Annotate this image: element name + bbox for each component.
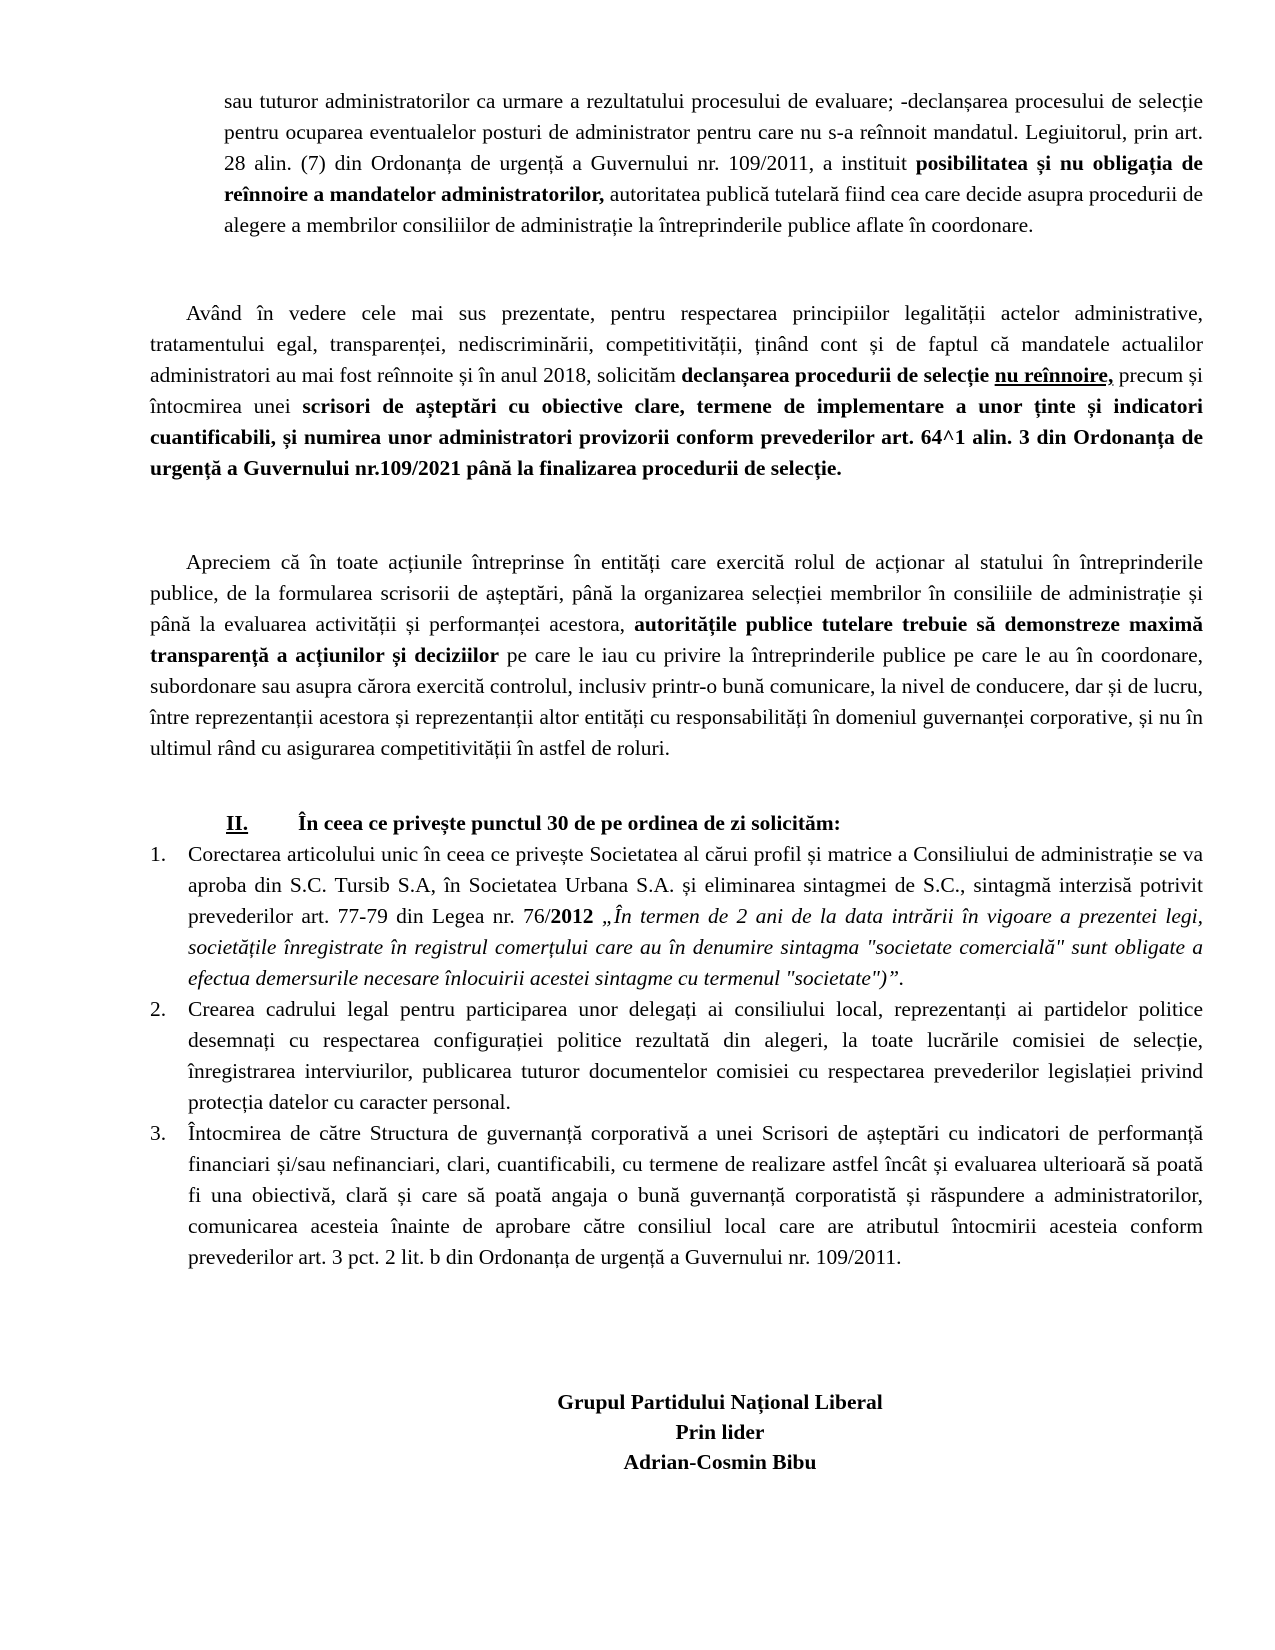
- list-item: [150, 1118, 1203, 1273]
- list-item-text: Crearea cadrului legal pentru participarea unor delegați ai consiliului local, reprezentanți ai partidelor politice desemnați cu respectarea configurației politice rezultată din alegeri, la toate lucrările comisiei de selecție, înregistrarea interviurilor, publicarea tuturor documentelor comisiei cu respectarea prevederilor legislației privind protecția datelor cu caracter personal.: [188, 997, 1203, 1114]
- signature-block: [400, 1387, 1040, 1477]
- signature-name: Adrian-Cosmin Bibu: [623, 1450, 817, 1474]
- underlined-text: nu reînnoire,: [994, 363, 1114, 387]
- signature-group: Grupul Partidului Național Liberal: [557, 1390, 883, 1414]
- signature-role: Prin lider: [675, 1420, 765, 1444]
- list-item-quote: „În termen de 2 ani de la data intrării în vigoare a prezentei legi, societățile înregistrate în registrul comerțului care au în denumire sintagma "societate comercială" sunt obligate a efectua demersurile necesare înlocuirii acestei sintagme cu termenul "societate")”.: [188, 904, 1203, 990]
- paragraph-bold-underlined: [995, 363, 1114, 387]
- paragraph-continuation: [224, 86, 1203, 241]
- paragraph-request: [150, 298, 1203, 484]
- section-number: II.: [226, 811, 249, 835]
- list-item-bold-text: 2012: [550, 904, 594, 928]
- paragraph-bold-text: autoritățile publice tutelare trebuie să demonstreze maximă transparență a acțiunilor și deciziilor: [150, 612, 1203, 667]
- section-heading: [226, 808, 841, 839]
- list-item: [150, 839, 1203, 994]
- list-item-text: Corectarea articolului unic în ceea ce privește Societatea al cărui profil și matrice a Consiliului de administrație se va aproba din S.C. Tursib S.A, în Societatea Urbana S.A. și eliminarea sintagmei de S.C., sintagmă interzisă potrivit prevederilor art. 77-79 din Legea nr. 76/: [188, 842, 1203, 928]
- list-marker: 3.: [150, 1121, 167, 1145]
- paragraph-text: autoritatea publică tutelară fiind cea care decide asupra procedurii de alegere a membrilor consiliilor de administrație la întreprinderile publice aflate în coordonare.: [224, 182, 1203, 237]
- paragraph-bold-text: scrisori de așteptări cu obiective clare, termene de implementare a unor ținte și indicatori cuantificabili, și numirea unor administratori provizorii conform prevederilor art. 64^1 alin. 3 din Ordonanța de urgență a Guvernului nr.109/2021 până la finalizarea procedurii de selecție.: [150, 394, 1203, 480]
- paragraph-text: Apreciem că în toate acțiunile întreprinse în entități care exercită rolul de acționar al statului în întreprinderile publice, de la formularea scrisorii de așteptări, până la organizarea selecției membrilor în consiliile de administrație și până la evaluarea activității și performanței acestora,: [150, 550, 1203, 636]
- list-item-text: Întocmirea de către Structura de guvernanță corporativă a unei Scrisori de așteptări cu indicatori de performanță financiari și/sau nefinanciari, clari, cuantificabili, cu termene de realizare astfel încât și evaluarea ulterioară să poată fi una obiectivă, clară și care să poată angaja o bună guvernanță corporatistă și răspundere a administratorilor, comunicarea acesteia înainte de aprobare către consiliul local care are atributul întocmirii acesteia conform prevederilor art. 3 pct. 2 lit. b din Ordonanța de urgență a Guvernului nr. 109/2011.: [188, 1121, 1203, 1269]
- paragraph-bold-text: declanșarea procedurii de selecție: [681, 363, 995, 387]
- paragraph-text: pe care le iau cu privire la întreprinderile publice pe care le au în coordonare, subordonare sau asupra cărora exercită controlul, inclusiv printr-o bună comunicare, la nivel de conducere, dar și de lucru, între reprezentanții acestora și reprezentanții altor entități cu responsabilități în domeniul guvernanței corporative, și nu în ultimul rând cu asigurarea competitivității în astfel de roluri.: [150, 643, 1203, 760]
- paragraph-text: precum și întocmirea unei: [150, 363, 1203, 418]
- paragraph-text: sau tuturor administratorilor ca urmare a rezultatului procesului de evaluare; -declanșarea procesului de selecție pentru ocuparea eventualelor posturi de administrator pentru care nu s-a reînnoit mandatul. Legiuitorul, prin art. 28 alin. (7) din Ordonanța de urgență a Guvernului nr. 109/2011, a instituit: [224, 89, 1203, 175]
- paragraph-transparency: [150, 547, 1203, 764]
- numbered-list: [150, 839, 1203, 1273]
- list-item: [150, 994, 1203, 1118]
- section-title: În ceea ce privește punctul 30 de pe ordinea de zi solicităm:: [298, 811, 841, 835]
- list-marker: 1.: [150, 842, 167, 866]
- list-marker: 2.: [150, 997, 167, 1021]
- paragraph-text: Având în vedere cele mai sus prezentate, pentru respectarea principiilor legalității actelor administrative, tratamentului egal, transparenței, nediscriminării, competitivității, ținând cont și de faptul că mandatele actualilor administratori au mai fost reînnoite și în anul 2018, solicităm: [150, 301, 1203, 387]
- paragraph-bold-text: posibilitatea și nu obligația de reînnoire a mandatelor administratorilor,: [224, 151, 1203, 206]
